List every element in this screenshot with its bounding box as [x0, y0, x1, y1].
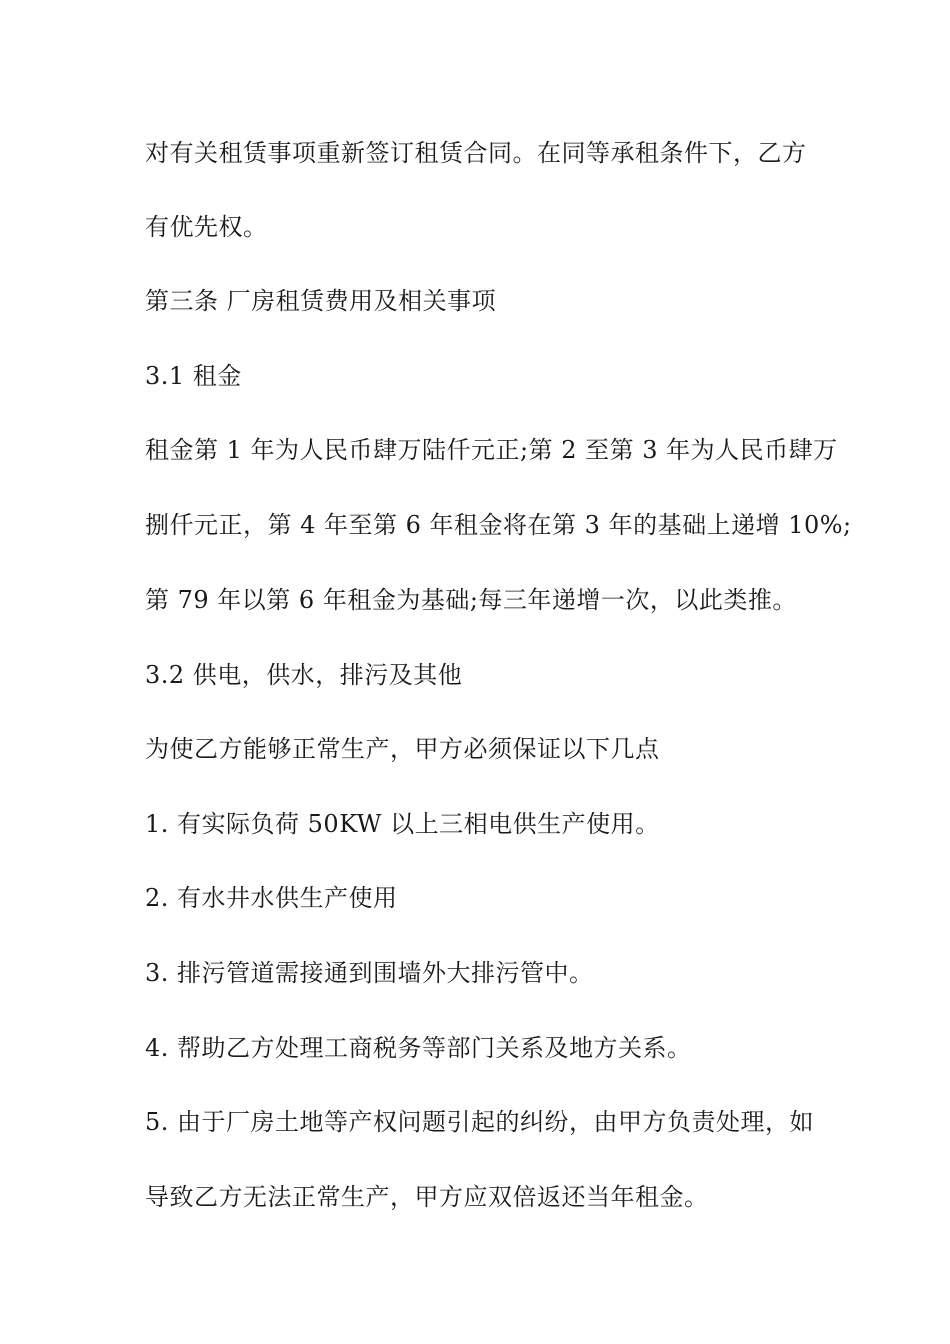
paragraph-line: 租金第 1 年为人民币肆万陆仟元正;第 2 至第 3 年为人民币肆万 — [145, 436, 838, 464]
subsection-heading: 3.1 租金 — [145, 362, 242, 390]
paragraph-line: 捌仟元正，第 4 年至第 6 年租金将在第 3 年的基础上递增 10%; — [145, 511, 852, 539]
paragraph-line: 第 79 年以第 6 年租金为基础;每三年递增一次，以此类推。 — [145, 586, 797, 614]
list-item: 1. 有实际负荷 50KW 以上三相电供生产使用。 — [145, 810, 660, 838]
list-item: 2. 有水井水供生产使用 — [145, 884, 398, 912]
section-heading: 第三条 厂房租赁费用及相关事项 — [145, 287, 497, 315]
list-item: 3. 排污管道需接通到围墙外大排污管中。 — [145, 959, 594, 987]
paragraph-line: 导致乙方无法正常生产，甲方应双倍返还当年租金。 — [145, 1183, 709, 1211]
list-item: 5. 由于厂房土地等产权问题引起的纠纷，由甲方负责处理，如 — [145, 1108, 815, 1136]
paragraph-line: 有优先权。 — [145, 213, 268, 241]
subsection-heading: 3.2 供电，供水，排污及其他 — [145, 661, 463, 689]
paragraph-line: 对有关租赁事项重新签订租赁合同。在同等承租条件下，乙方 — [145, 139, 807, 167]
paragraph-line: 为使乙方能够正常生产，甲方必须保证以下几点 — [145, 735, 660, 763]
list-item: 4. 帮助乙方处理工商税务等部门关系及地方关系。 — [145, 1034, 692, 1062]
